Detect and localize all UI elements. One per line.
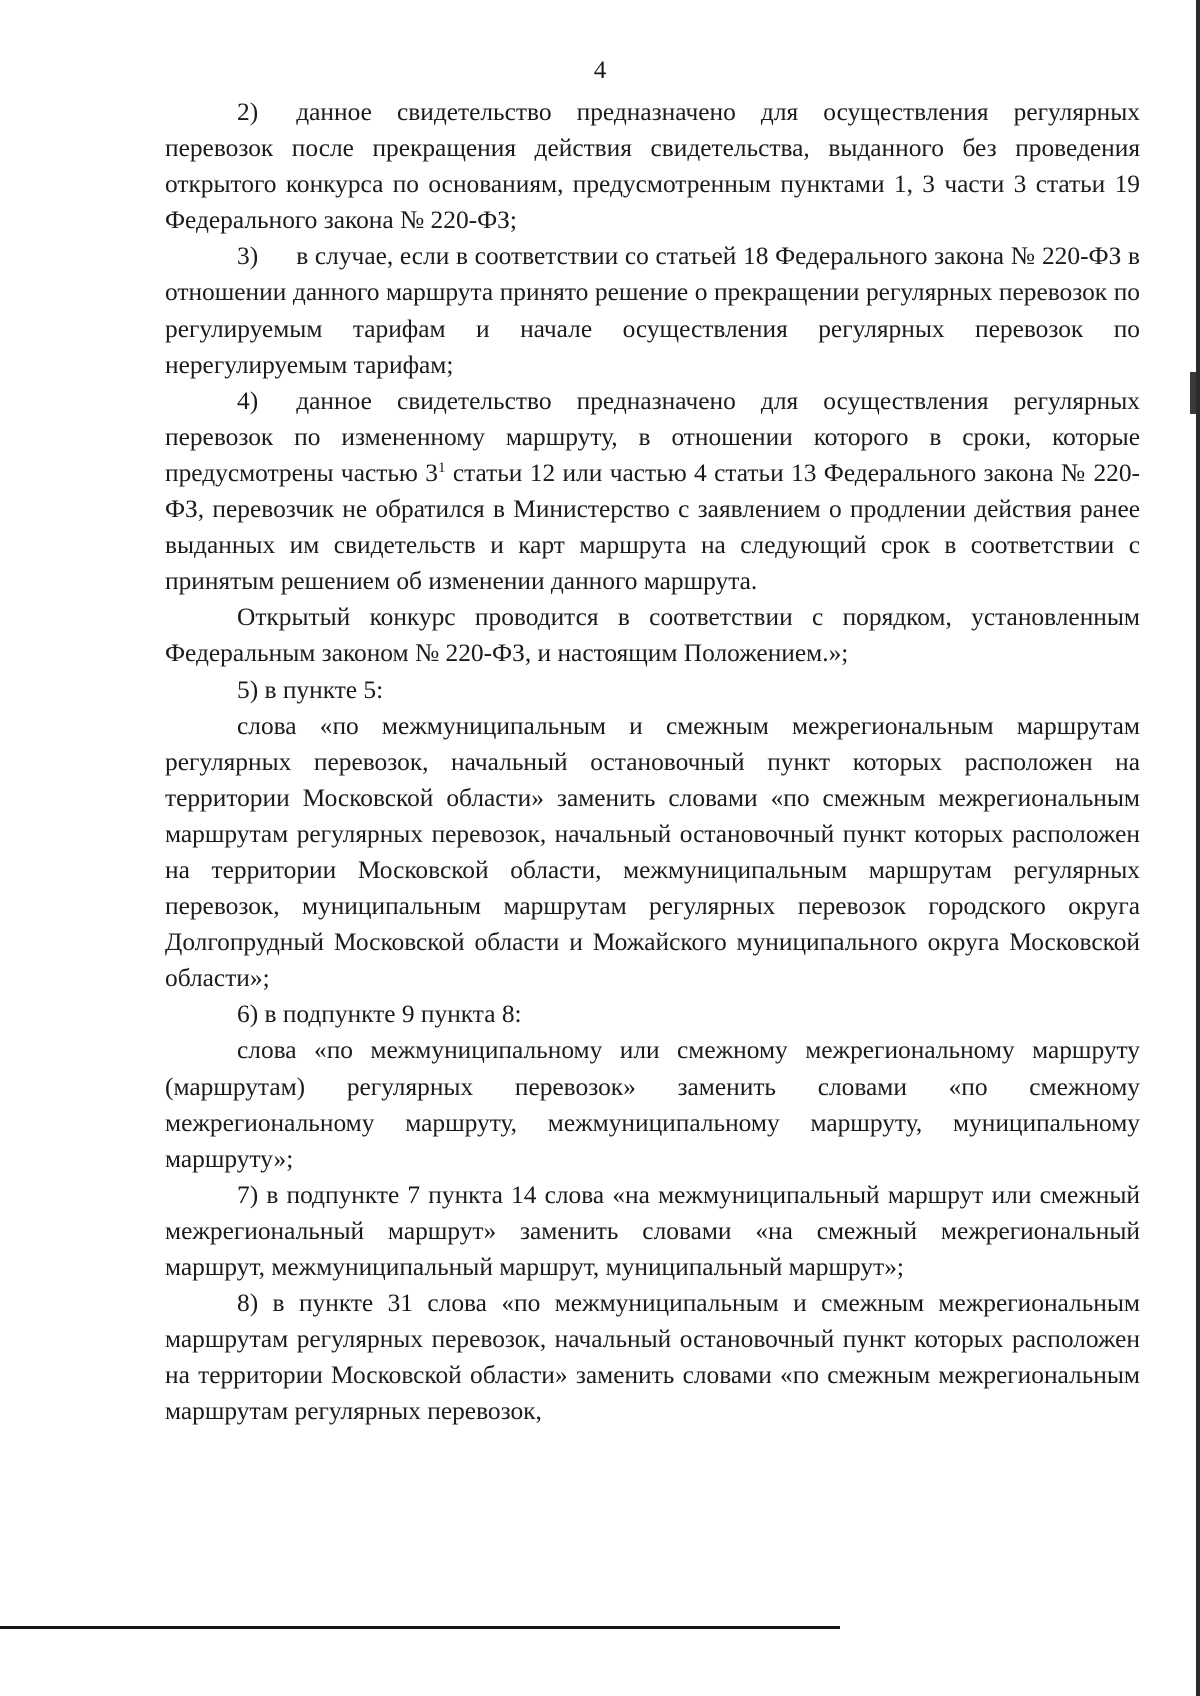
paragraph-item-4 xyxy=(165,383,1140,600)
paragraph-amendment-7: 7) в подпункте 7 пункта 14 слова «на межмуниципальный маршрут или смежный межрегиональный маршрут» заменить словами «на смежный межрегиональный маршрут, межмуниципальный маршрут, муниципальный маршрут»; xyxy=(165,1180,1140,1281)
paragraph-amendment-5: 5) в пункте 5: xyxy=(237,675,384,704)
paragraph-amendment-6-text: слова «по межмуниципальному или смежному межрегиональному маршруту (маршрутам) регулярных перевозок» заменить словами «по смежному межрегиональному маршруту, межмуниципальному маршруту, муниципальному маршруту»; xyxy=(165,1036,1140,1173)
superscript-mark: 1 xyxy=(437,459,446,476)
paragraph-amendment-6: 6) в подпункте 9 пункта 8: xyxy=(237,1000,522,1029)
page-number: 4 xyxy=(593,57,607,84)
paragraph-open-competition: Открытый конкурс проводится в соответствии с порядком, установленным Федеральным законом № 220-ФЗ, и настоящим Положением.»; xyxy=(165,603,1140,668)
paragraph-item-4-text-a: 4) данное свидетельство предназначено для осуществления регулярных перевозок по измененному маршруту, в отношении которого в сроки, которые предусмотрены частью 3 xyxy=(165,386,1140,487)
paragraph-item-4-text-b: статьи 12 или частью 4 статьи 13 Федерального закона № 220-ФЗ, перевозчик не обратился в Министерство с заявлением о продлении действия ранее выданных им свидетельств и карт маршрута на следующий срок в соответствии с принятым решением об изменении данного маршрута. xyxy=(165,458,1140,596)
paragraph-item-2: 2) данное свидетельство предназначено для осуществления регулярных перевозок после прекращения действия свидетельства, выданного без проведения открытого конкурса по основаниям, предусмотренным пунктами 1, 3 части 3 статьи 19 Федерального закона № 220-ФЗ; xyxy=(165,98,1140,235)
paragraph-item-3: 3) в случае, если в соответствии со статьей 18 Федерального закона № 220-ФЗ в отношении данного маршрута принято решение о прекращении регулярных перевозок по регулируемым тарифам и начале осуществления регулярных перевозок по нерегулируемым тарифам; xyxy=(165,242,1140,379)
document-body xyxy=(165,94,1140,1429)
scan-artifact-right-edge xyxy=(1196,0,1200,1696)
scan-artifact-bottom-line xyxy=(0,1626,840,1629)
paragraph-amendment-5-text: слова «по межмуниципальным и смежным межрегиональным маршрутам регулярных перевозок, начальный остановочный пункт которых расположен на территории Московской области» заменить словами «по смежным межрегиональным маршрутам регулярных перевозок, начальный остановочный пункт которых расположен на территории Московской области, межмуниципальным маршрутам регулярных перевозок, муниципальным маршрутам регулярных перевозок городского округа Долгопрудный Московской области и Можайского муниципального округа Московской области»; xyxy=(165,711,1140,993)
scan-artifact-right-mark xyxy=(1190,372,1196,414)
paragraph-amendment-8: 8) в пункте 31 слова «по межмуниципальным и смежным межрегиональным маршрутам регулярных перевозок, начальный остановочный пункт которых расположен на территории Московской области» заменить словами «по смежным межрегиональным маршрутам регулярных перевозок, xyxy=(165,1289,1140,1426)
